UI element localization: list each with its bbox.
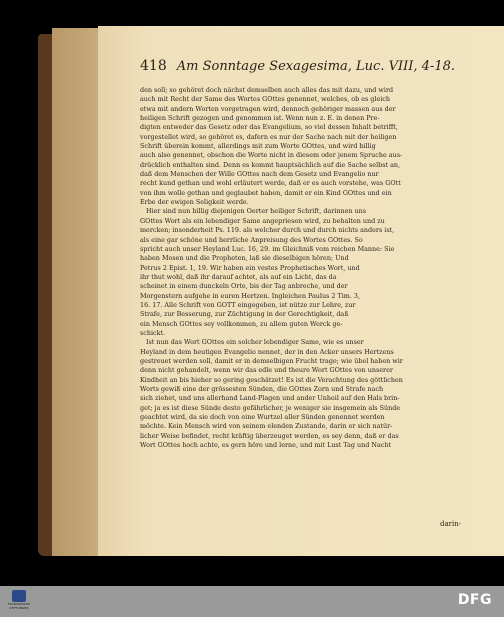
text-line: heiligen Schrift gezogen und genommen ist. Wenn nun z. E. in denen Pre- <box>140 114 380 123</box>
library-logo-icon <box>12 590 26 602</box>
page-number: 418 <box>140 58 167 74</box>
text-line: GOttes Wort als ein lebendiger Same angepriesen wird, zu behalten und zu <box>140 216 385 225</box>
text-line: Morgenstern aufgehe in euren Hertzen. Ingleichen Paulus 2 Tim. 3, <box>140 291 360 300</box>
text-line: Kindheit an bis hieher so gering geschätzet! Es ist die Verachtung des göttlichen <box>140 375 403 384</box>
text-line: etwa mit andern Worten vorgetragen wird, dennoch gehöriger massen aus der <box>140 104 396 113</box>
text-line: möchte. Kein Mensch wird von seinem elenden Zustande, darin er sich natür- <box>140 422 393 431</box>
text-line: ihr thut wohl, daß ihr darauf achtet, als auf ein Licht, das da <box>140 272 337 281</box>
text-line: Hier sind nun billig diejenigen Oerter heiliger Schrift, darinnen uns <box>146 207 367 216</box>
dfg-logo[interactable]: DFG <box>457 592 492 608</box>
text-line: denn nicht gehandelt, wenn wir das edle und theure Wort GOttes von unserer <box>140 366 393 375</box>
text-line: haben Mosen und die Propheten, laß sie dieselbigen hören; Und <box>140 254 349 263</box>
text-line: gestreuet werden soll, damit er in demselbigen Frucht trage; wie übel haben wir <box>140 356 403 365</box>
body-text <box>140 86 472 450</box>
text-line: Erbe der ewigen Seligkeit werde. <box>140 198 249 207</box>
text-line: schickt. <box>140 328 166 337</box>
text-line: 16. 17. Alle Schrift von GOTT eingegeben, ist nütze zur Lehre, zur <box>140 300 356 309</box>
text-line: licher Weise befindet, recht kräftig überzeuget werden, es sey denn, daß er das <box>140 431 399 440</box>
text-line: sich ziehet, und uns allerhand Land-Plagen und ander Unheil auf den Hals brin- <box>140 394 400 403</box>
text-line: den soll; so gehöret doch nächst demselben auch alles das mit dazu, und wird <box>140 86 394 94</box>
text-line: recht kund gethan und wohl erläutert werde, daß er es auch vorstehe, was GOtt <box>140 179 401 188</box>
text-line: scheinet in einem dunckeln Orte, bis der Tag anbreche, und der <box>140 282 348 291</box>
text-line: drücklich enthalten sind. Denn es kommt hauptsächlich auf die Sache selbst an, <box>140 160 401 169</box>
library-logo-text: FRANCKESCHE STIFTUNGEN <box>7 602 31 610</box>
text-line: digten entweder das Gesetz oder das Evangelium, so viel dessen Inhalt betrifft, <box>140 123 398 132</box>
text-line: Petrus 2 Epist. 1, 19. Wir haben ein vestes Prophetisches Wort, und <box>140 263 360 272</box>
text-line: Wort GOttes hoch achte, es gern höre und lerne, und mit Lust Tag und Nacht <box>140 441 392 450</box>
library-logo[interactable] <box>8 590 30 614</box>
text-line: get; ja es ist diese Sünde desto gefährlicher, je weniger sie insgemein als Sünde <box>140 403 401 412</box>
text-line: geachtet wird, da sie doch von eine Wurtzel aller Sünden genennet werden <box>140 413 385 422</box>
text-line: daß dem Menschen der Wille GOttes nach dem Gesetz und Evangelio nur <box>140 170 379 179</box>
text-line: Strafe, zur Besserung, zur Züchtigung in der Gerechtigkeit, daß <box>140 310 349 319</box>
viewer-footer <box>0 586 504 617</box>
text-line: ein Mensch GOttes sey vollkommen, zu allem guten Werck ge- <box>140 319 343 328</box>
running-head: Am Sonntage Sexagesima, Luc. VIII, 4-18. <box>176 59 455 74</box>
text-line: Heyland in dem heutigen Evangelio nennet, der in den Acker unsers Hertzens <box>140 347 394 356</box>
text-line: Ist nun das Wort GOttes ein solcher lebendiger Same, wie es unser <box>146 338 364 347</box>
text-line: auch mit Recht der Same des Wortes GOttes genennet, welches, ob es gleich <box>140 95 390 104</box>
text-line: spricht auch unser Heyland Luc. 16, 29. im Gleichniß vom reichen Manne: Sie <box>140 244 395 253</box>
text-line: vorgestellet wird, so gehöret es, dafern es nur der Sache nach mit der heiligen <box>140 132 397 141</box>
text-line: mercken; insonderheit Ps. 119. als welcher durch und durch nichts anders ist, <box>140 226 395 235</box>
text-line: Schrift überein kommt, allerdings mit zum Worte GOttes, und wird billig <box>140 142 376 151</box>
text-line: von ihm wolle gethan und geglaubet haben, damit er ein Kind GOttes und ein <box>140 188 392 197</box>
text-line: auch also genennet, obschon die Worte nicht in diesem oder jenem Spruche aus- <box>140 151 403 160</box>
page-header <box>140 58 470 78</box>
text-line: als eine gar schöne und herrliche Anpreisung des Wortes GOttes. So <box>140 235 363 244</box>
catchword: darin- <box>440 520 462 528</box>
text-line: Worts gewiß eine der grössesten Sünden, die GOttes Zorn und Strafe nach <box>140 385 384 393</box>
